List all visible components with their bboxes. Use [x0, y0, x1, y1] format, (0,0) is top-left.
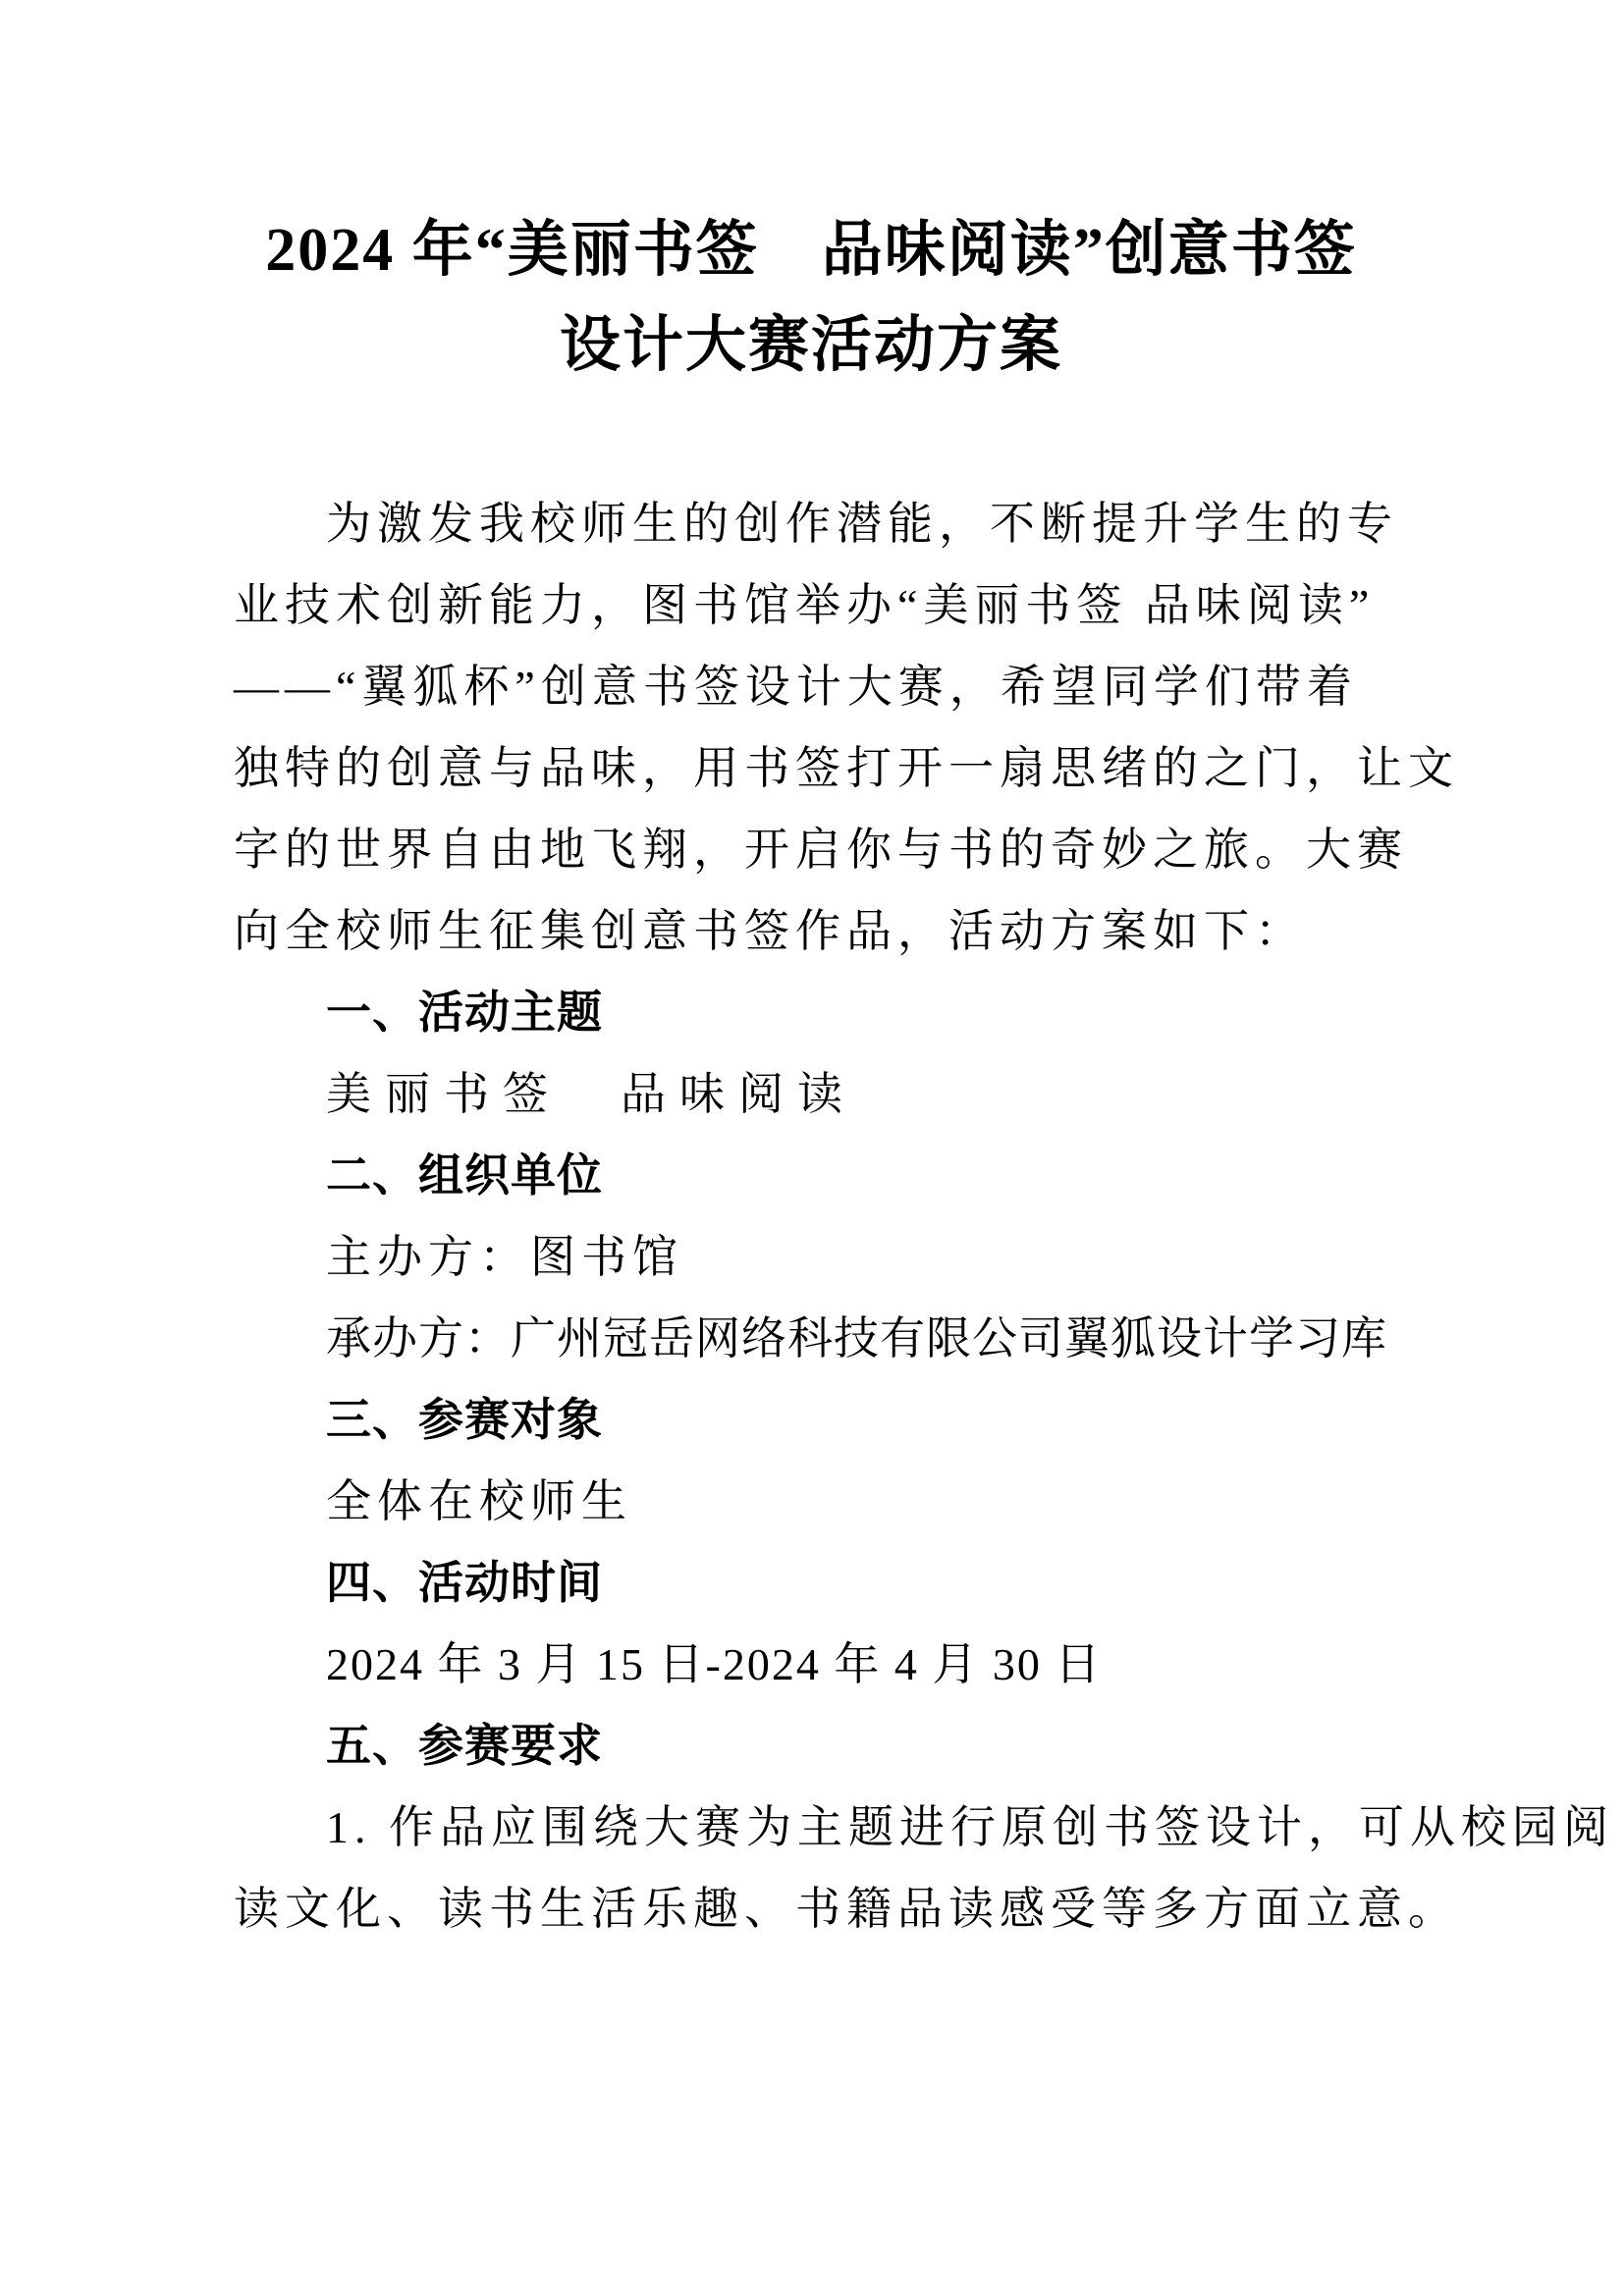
title-line-2: 设计大赛活动方案: [559, 312, 1062, 379]
intro-line-5: 字的世界自由地飞翔，开启你与书的奇妙之旅。大赛: [234, 825, 1408, 875]
section-2-body-line-2: 承办方：广州冠岳网络科技有限公司翼狐设计学习库: [326, 1313, 1387, 1363]
title-line-1: 2024 年“美丽书签 品味阅读”创意书签: [265, 217, 1357, 284]
intro-line-4: 独特的创意与品味，用书签打开一扇思绪的之门，让文: [234, 743, 1459, 793]
section-4-heading: 四、活动时间: [326, 1557, 603, 1608]
section-3-heading: 三、参赛对象: [326, 1394, 603, 1445]
section-2-body-line-1: 主办方：图书馆: [326, 1232, 683, 1282]
section-1-body-line-1: 美丽书签 品味阅读: [326, 1069, 856, 1119]
intro-line-2: 业技术创新能力，图书馆举办“美丽书签 品味阅读”: [234, 580, 1376, 630]
intro-line-3: ——“翼狐杯”创意书签设计大赛，希望同学们带着: [234, 662, 1358, 712]
section-4-body-line-1: 2024 年 3 月 15 日-2024 年 4 月 30 日: [326, 1639, 1103, 1689]
section-1-heading: 一、活动主题: [326, 987, 603, 1038]
intro-line-1: 为激发我校师生的创作潜能，不断提升学生的专: [326, 499, 1398, 549]
document-body: [234, 483, 1614, 1949]
section-3-body-line-1: 全体在校师生: [326, 1476, 632, 1526]
section-5-body-line-1: 1. 作品应围绕大赛为主题进行原创书签设计，可从校园阅: [326, 1802, 1614, 1852]
document-title: [234, 203, 1388, 394]
intro-line-6: 向全校师生征集创意书签作品，活动方案如下：: [234, 906, 1306, 956]
section-5-heading: 五、参赛要求: [326, 1720, 603, 1771]
section-2-heading: 二、组织单位: [326, 1149, 603, 1201]
section-5-body-line-2: 读文化、读书生活乐趣、书籍品读感受等多方面立意。: [234, 1884, 1459, 1934]
